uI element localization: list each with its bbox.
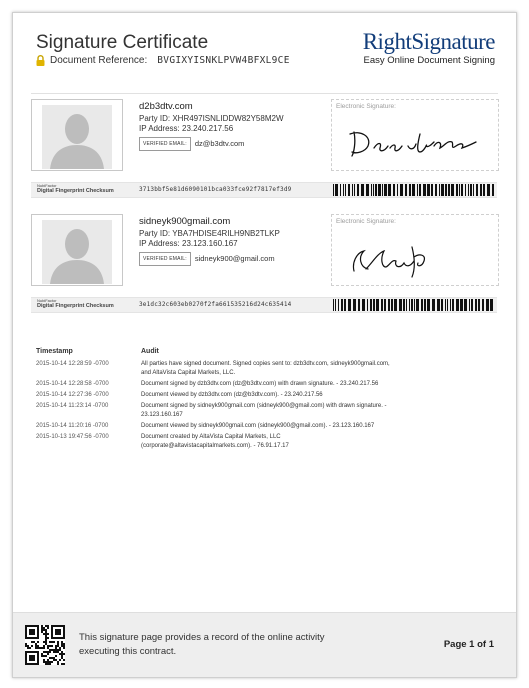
avatar-silhouette-icon [42, 105, 112, 169]
rightsignature-logo [363, 30, 495, 66]
verified-email: sidneyk900@gmail.com [194, 254, 275, 263]
drawn-signature [338, 112, 488, 166]
logo-brand: RightSignature [362, 29, 495, 54]
avatar [31, 99, 123, 171]
audit-event: Document created by AltaVista Capital Markets, LLC (corporate@altavistacapitalmarkets.com). - 76.91.17.17 [141, 434, 289, 449]
verified-badge: VERIFIED EMAIL: [139, 137, 191, 151]
audit-event: Document signed by dzb3dtv.com (dz@b3dtv.com) with drawn signature. - 23.240.217.56 [141, 381, 379, 387]
doc-ref-value: BVGIXYISNKLPVW4BFXL9CE [157, 55, 290, 66]
signer-block [31, 99, 497, 171]
audit-timestamp: 2015-10-14 11:20:16 -0700 [36, 423, 109, 429]
fingerprint-label-main: Digital Fingerprint Checksum [37, 187, 114, 194]
signer-info [139, 102, 284, 151]
lock-icon [36, 55, 45, 66]
barcode [331, 183, 497, 197]
page-title: Signature Certificate [36, 32, 209, 53]
column-timestamp: Timestamp [36, 348, 73, 355]
audit-header [36, 348, 496, 355]
fingerprint-label [37, 299, 114, 308]
footer-text: This signature page provides a record of the online activity executing this contract. [79, 632, 325, 657]
fingerprint-checksum: 3713bbf5e81d6090101bca033fce92f7817ef3d9 [139, 186, 292, 193]
signer-name: sidneyk900gmail.com [139, 216, 231, 227]
fingerprint-bar [31, 182, 497, 198]
party-id: Party ID: XHR497ISNLIDDW82Y58M2W [139, 114, 284, 123]
doc-ref-label: Document Reference: [50, 55, 148, 66]
audit-row [36, 391, 496, 400]
signature-label: Electronic Signature: [336, 103, 396, 110]
audit-table [36, 348, 496, 453]
signer-name: d2b3dtv.com [139, 101, 193, 112]
fingerprint-label-main: Digital Fingerprint Checksum [37, 302, 114, 309]
column-audit: Audit [141, 348, 159, 355]
audit-event: All parties have signed document. Signed copies sent to: dzb3dtv.com, sidneyk900gmail.com, and AltaVista Capital Markets, LLC. [141, 361, 390, 376]
audit-row [36, 422, 496, 431]
avatar-silhouette-icon [42, 220, 112, 284]
audit-row [36, 380, 496, 389]
audit-timestamp: 2015-10-14 12:27:36 -0700 [36, 392, 109, 398]
signer-block [31, 214, 497, 286]
page-number: Page 1 of 1 [443, 639, 494, 650]
fingerprint-label [37, 184, 114, 193]
audit-timestamp: 2015-10-13 19:47:56 -0700 [36, 434, 109, 440]
audit-row [36, 402, 496, 420]
audit-event: Document viewed by sidneyk900gmail.com (sidneyk900@gmail.com). - 23.123.160.167 [141, 423, 375, 429]
avatar [31, 214, 123, 286]
fingerprint-label-small: NubiFactor [37, 183, 57, 188]
drawn-signature [338, 227, 488, 281]
audit-timestamp: 2015-10-14 12:28:59 -0700 [36, 361, 109, 367]
audit-row [36, 360, 496, 378]
fingerprint-label-small: NubiFactor [37, 298, 57, 303]
logo-tagline: Easy Online Document Signing [363, 55, 495, 66]
barcode [331, 298, 497, 312]
signature-box [331, 214, 499, 286]
ip-address: IP Address: 23.123.160.167 [139, 239, 238, 248]
footer [13, 612, 516, 677]
verified-email-row [139, 137, 284, 151]
signer-info [139, 217, 280, 266]
party-id: Party ID: YBA7HDISE4RILH9NB2TLKP [139, 229, 280, 238]
ip-address: IP Address: 23.240.217.56 [139, 124, 234, 133]
audit-event: Document viewed by dzb3dtv.com (dz@b3dtv.com). - 23.240.217.56 [141, 392, 323, 398]
verified-email: dz@b3dtv.com [194, 139, 245, 148]
audit-event: Document signed by sidneyk900gmail.com (sidneyk900@gmail.com) with drawn signature. - 23.123.160.167 [141, 403, 387, 418]
audit-timestamp: 2015-10-14 11:23:14 -0700 [36, 403, 109, 409]
signature-box [331, 99, 499, 171]
signature-certificate-page [12, 12, 517, 678]
document-reference [36, 55, 290, 66]
verified-email-row [139, 252, 280, 266]
fingerprint-checksum: 3e1dc32c603eb0270f2fa661535216d24c635414 [139, 301, 292, 308]
signature-label: Electronic Signature: [336, 218, 396, 225]
fingerprint-bar [31, 297, 497, 313]
divider [31, 93, 498, 94]
verified-badge: VERIFIED EMAIL: [139, 252, 191, 266]
audit-row [36, 433, 496, 451]
audit-timestamp: 2015-10-14 12:28:58 -0700 [36, 381, 109, 387]
qr-code-icon [25, 625, 65, 665]
